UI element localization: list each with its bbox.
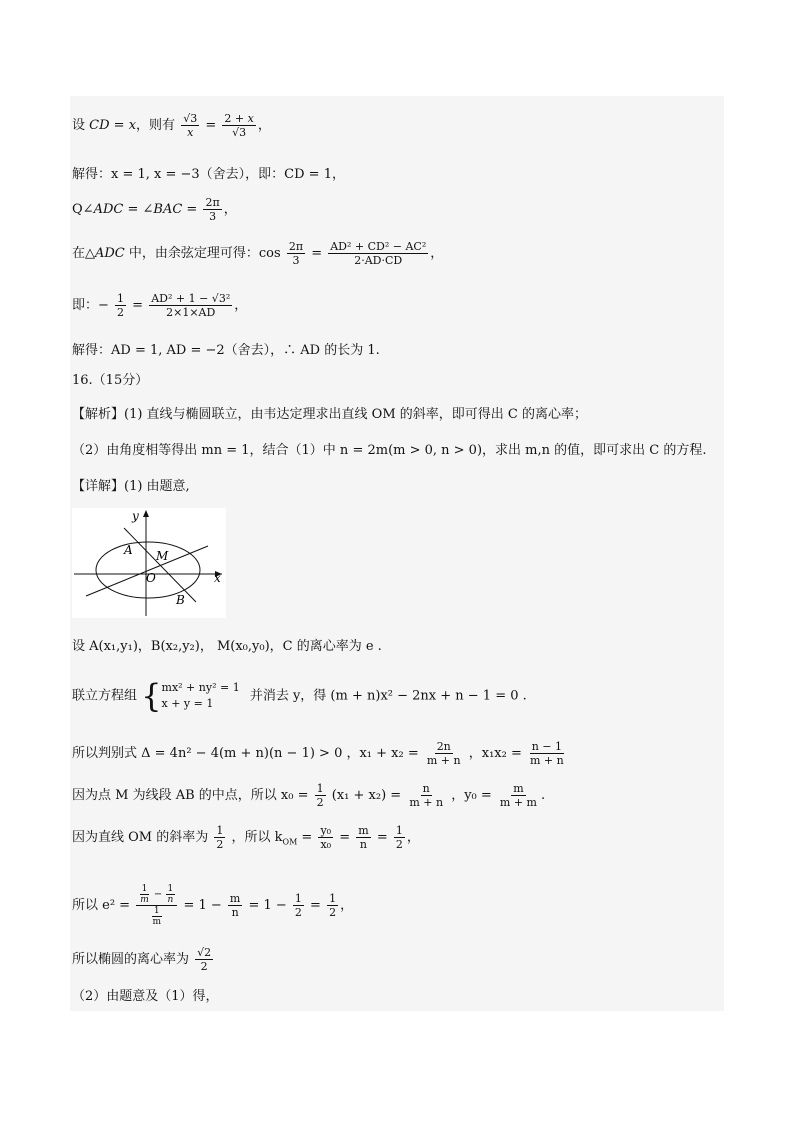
solution-line-2: 解得：x = 1, x = −3（舍去），即：CD = 1， (72, 167, 345, 182)
fraction: $\frac{1}{2}$ (329, 892, 337, 919)
label-a: A (124, 543, 133, 557)
detail-heading: 【详解】(1) 由题意, (72, 479, 190, 494)
equation-system: mx² + ny² = 1 x + y = 1 (161, 681, 240, 710)
text: ，x₁x₂ = (468, 746, 526, 761)
analysis-line: 【解析】(1) 直线与椭圆联立，由韦达定理求出直线 OM 的斜率，即可得出 C 的离心率； (72, 407, 587, 422)
fraction: $\frac{1}{2}$ (316, 782, 324, 809)
text: Q∠ADC = ∠BAC = (72, 202, 198, 217)
fraction: $\frac{m}{n}$ (229, 892, 241, 919)
text: 即：− (72, 298, 109, 313)
text: 因为直线 OM 的斜率为 (72, 830, 213, 845)
text: 因为点 M 为线段 AB 的中点，所以 x₀ = (72, 788, 313, 803)
fraction: $\frac{\text{AD² + CD² − AC²}}{2\cdot AD\cdot CD}$ (330, 240, 427, 267)
solution-line-9 (72, 740, 568, 767)
fraction: $\frac{2\pi}{3}$ (288, 240, 304, 267)
fraction: $\frac{m}{m + m}$ (499, 782, 537, 809)
brace: { (141, 677, 162, 715)
problem-number: 16.（15分） (72, 373, 149, 388)
fraction: $\frac{\text{y₀}}{\text{x₀}}$ (320, 824, 332, 851)
text: 所以椭圆的离心率为 (72, 952, 194, 967)
solution-line-7: 设 A(x₁,y₁)，B(x₂,y₂)， M(x₀,y₀)，C 的离心率为 e . (72, 639, 382, 654)
text: 联立方程组 (72, 688, 138, 704)
text: 所以 e² = (72, 898, 135, 913)
label-b: B (176, 593, 185, 607)
fraction: $\frac{1}{2}$ (216, 824, 224, 851)
solution-line-11: 因为直线 OM 的斜率为 $\frac{1}{2}$ ，所以 $k_{OM}$ = $\frac{\text{y₀}}{\text{x₀}}$ = $\frac{m}{n}$ = $\frac{1}{2}$ ， (72, 824, 420, 851)
fraction: $\frac{2\pi}{3}$ (205, 196, 220, 223)
solution-line-4: 在△ADC 中，由余弦定理可得：cos $\frac{2\pi}{3}$ = $\frac{\text{AD² + CD² − AC²}}{2\cdot AD\cdot CD}$ ， (72, 240, 444, 267)
fraction: $\frac{m}{n}$ (358, 824, 369, 851)
solution-line-3: Q∠ADC = ∠BAC = $\frac{2\pi}{3}$ ， (72, 196, 237, 223)
fraction: $\frac{\text{AD² + 1 − √3²}}{2\times 1\times AD}$ (151, 292, 231, 319)
solution-line-13 (72, 946, 215, 973)
label-x: x (214, 571, 221, 585)
text: (x₁ + x₂) = (331, 788, 406, 803)
solution-line-14: （2）由题意及（1）得， (72, 989, 219, 1004)
solution-line-10: 因为点 M 为线段 AB 的中点，所以 x₀ = $\frac{1}{2}$ (x₁ + x₂) = $\frac{n}{m + n}$ ，y₀ = $\frac{m}{m + m}$ . (72, 782, 546, 809)
label-m: M (156, 549, 169, 563)
solution-line-12: 所以 e² = $\frac{1}{m}$ − $\frac{1}{n}$ $\frac{1}{m}$ = 1 − $\frac{m}{n}$ = 1 − $\frac{1}{2}$ = $\frac{1}{2}$ ， (72, 884, 354, 927)
fraction: $\frac{2n}{m + n}$ (426, 740, 461, 767)
text: 并消去 y，得 (m + n)x² − 2nx + n − 1 = 0 . (249, 688, 527, 704)
ellipse-diagram (72, 508, 226, 618)
solution-line-1: 设 CD = x，则有 $\frac{√3}{x}$ = $\frac{2 + x}{√3}$ ， (72, 112, 271, 139)
text: = 1 − (183, 898, 226, 913)
analysis-line-2: （2）由角度相等得出 mn = 1，结合（1）中 n = 2m(m > 0, n > 0)，求出 m,n 的值，即可求出 C 的方程. (72, 443, 707, 458)
text: 设 CD = x，则有 (72, 118, 176, 133)
fraction: $\frac{n - 1}{m + n}$ (530, 740, 564, 767)
text: ，y₀ = (451, 788, 496, 803)
fraction: $\frac{n}{m + n}$ (409, 782, 444, 809)
fraction: $\frac{√2}{2}$ (197, 946, 212, 973)
label-y: y (132, 509, 139, 523)
fraction: $\frac{1}{2}$ (294, 892, 302, 919)
text: 所以判别式 Δ = 4n² − 4(m + n)(n − 1) > 0 ，x₁ + x₂ = (72, 746, 423, 761)
fraction: $\frac{1}{2}$ (395, 824, 403, 851)
solution-line-6: 解得：AD = 1, AD = −2（舍去），∴ AD 的长为 1. (72, 343, 380, 358)
fraction: $\frac{√3}{x}$ (183, 112, 198, 139)
text: 在△ADC 中，由余弦定理可得：cos (72, 246, 281, 261)
compound-fraction: $\frac{1}{m}$ − $\frac{1}{n}$ $\frac{1}{m}$ (136, 884, 177, 927)
solution-line-8 (72, 677, 527, 715)
fraction: $\frac{2 + x}{√3}$ (224, 112, 254, 139)
text: ，所以 k (231, 830, 283, 845)
solution-line-5: 即：− $\frac{1}{2}$ = $\frac{\text{AD² + 1 − √3²}}{2\times 1\times AD}$ ， (72, 292, 248, 319)
label-o: O (146, 571, 156, 585)
fraction: $\frac{1}{2}$ (117, 292, 125, 319)
